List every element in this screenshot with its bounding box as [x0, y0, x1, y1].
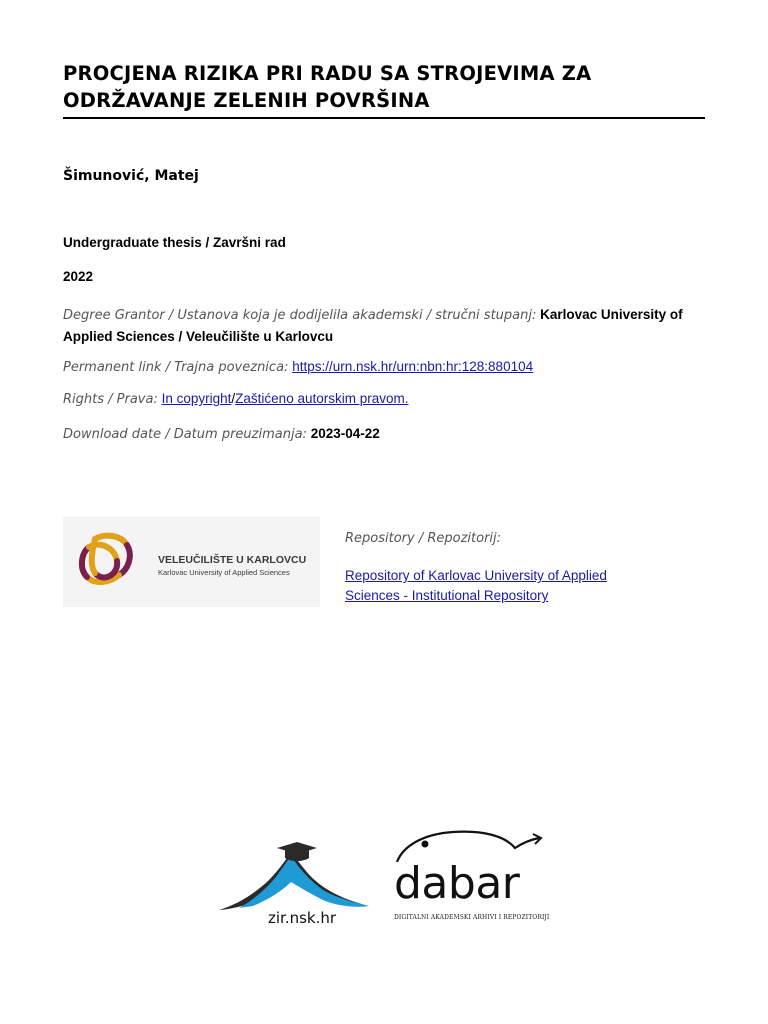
- download-date-value: 2023-04-22: [310, 426, 380, 441]
- degree-grantor-label: Degree Grantor / Ustanova koja je dodijelila akademski / stručni stupanj:: [63, 308, 537, 323]
- rights-link-copyright[interactable]: In copyright: [161, 391, 232, 406]
- zir-label: zir.nsk.hr: [268, 909, 337, 927]
- repository-link-wrap: [345, 566, 645, 606]
- institution-logo[interactable]: [63, 517, 320, 607]
- document-title: PROCJENA RIZIKA PRI RADU SA STROJEVIMA ZA ODRŽAVANJE ZELENIH POVRŠINA: [63, 62, 592, 112]
- knot-logo-icon: [63, 517, 153, 607]
- download-date: [63, 426, 380, 442]
- rights-link-zasticeno[interactable]: Zaštićeno autorskim pravom.: [235, 391, 409, 406]
- thesis-year: 2022: [63, 269, 94, 284]
- permanent-link-url[interactable]: https://urn.nsk.hr/urn:nbn:hr:128:880104: [292, 359, 534, 374]
- dabar-label: dabar: [394, 858, 520, 909]
- degree-grantor: [63, 304, 683, 347]
- dabar-subtitle: DIGITALNI AKADEMSKI ARHIVI I REPOZITORIJI: [394, 914, 550, 921]
- repository-link[interactable]: Repository of Karlovac University of Applied Sciences - Institutional Repository: [345, 568, 607, 603]
- rights-line: [63, 391, 408, 407]
- title-divider: [63, 117, 705, 119]
- thesis-type: Undergraduate thesis / Završni rad: [63, 235, 286, 250]
- permanent-link-label: Permanent link / Trajna poveznica:: [63, 360, 289, 375]
- dabar-logo-icon[interactable]: [383, 822, 553, 862]
- zir-logo-icon[interactable]: [219, 838, 389, 918]
- degree-grantor-value: Karlovac University of Applied Sciences / Veleučilište u Karlovcu: [63, 307, 683, 344]
- author-name: Šimunović, Matej: [63, 168, 199, 184]
- repository-label: Repository / Repozitorij:: [345, 531, 502, 546]
- rights-separator: /: [231, 391, 236, 406]
- institution-subtitle: Karlovac University of Applied Sciences: [158, 568, 290, 577]
- institution-name: VELEUČILIŠTE U KARLOVCU: [158, 554, 307, 566]
- permanent-link: [63, 359, 533, 375]
- rights-label: Rights / Prava:: [63, 392, 158, 407]
- download-date-label: Download date / Datum preuzimanja:: [63, 427, 307, 442]
